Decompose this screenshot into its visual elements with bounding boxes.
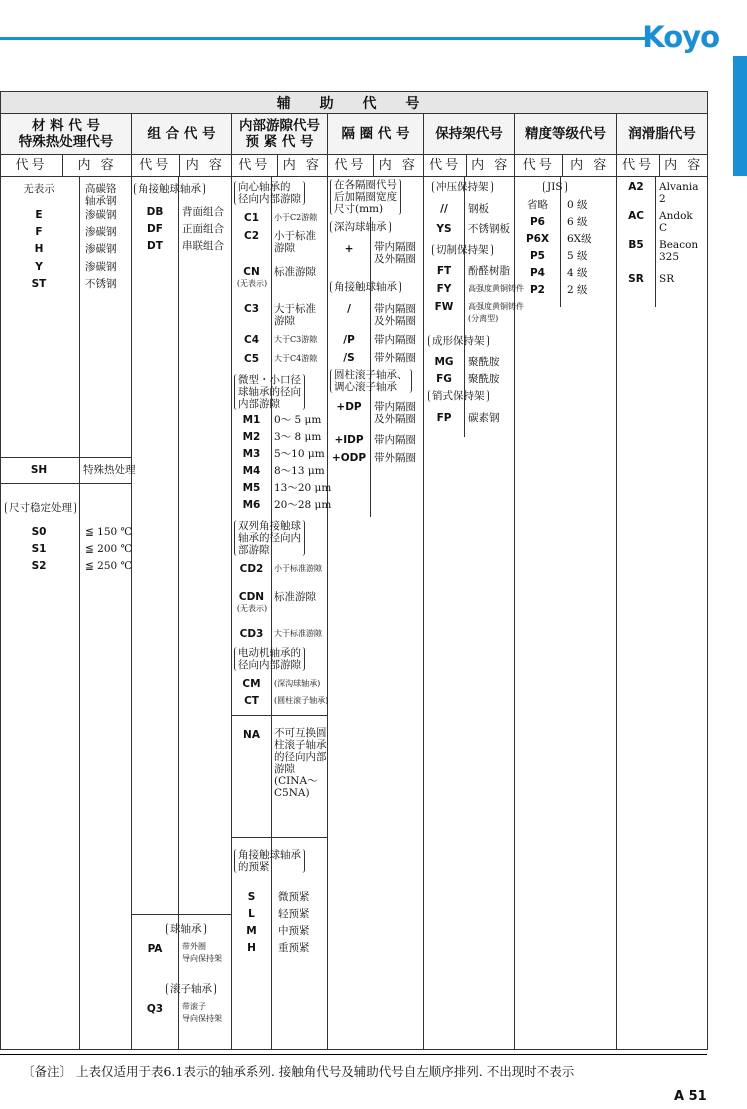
roller-group-label: 滚子轴承 xyxy=(166,983,216,995)
stab-content: ≦ 200 ℃ xyxy=(85,543,133,555)
cage-code: MG xyxy=(434,356,454,368)
material-code: SH xyxy=(30,464,48,476)
combination-code: Q3 xyxy=(146,1003,164,1015)
row-divider xyxy=(232,837,327,838)
sub-header-code: 代号 xyxy=(132,155,180,176)
cage-code: FY xyxy=(436,283,452,295)
clearance-code: M2 xyxy=(242,431,261,443)
row-divider xyxy=(232,715,327,716)
material-code: ST xyxy=(31,278,47,290)
preload-content: 中预紧 xyxy=(278,925,310,937)
clearance-code: CDN xyxy=(238,591,265,603)
combination-content: 串联组合 xyxy=(182,240,224,252)
clearance-code: C3 xyxy=(243,303,259,315)
clearance-content: 8～13 μm xyxy=(274,465,325,477)
material-code: F xyxy=(35,226,43,238)
spacer-code: +IDP xyxy=(334,434,364,446)
preload-code: L xyxy=(248,908,255,920)
grease-content: SR xyxy=(659,273,675,285)
mini-group-label: 微型・小口径 球轴承的径向 内部游隙 xyxy=(234,374,305,410)
combination-content: 带滚子 导向保持架 xyxy=(182,1002,222,1023)
sub-header-code: 代号 xyxy=(232,155,278,176)
precision-code: 省略 xyxy=(527,199,548,211)
sub-header xyxy=(424,155,515,177)
col-header-cage: 保持架代号 xyxy=(424,114,515,155)
table-title: 辅 助 代 号 xyxy=(1,92,708,114)
clearance-code: M5 xyxy=(242,482,261,494)
column-divider xyxy=(560,177,561,307)
stab-code: S0 xyxy=(31,526,47,538)
clearance-content: 5～10 μm xyxy=(274,448,325,460)
clearance-code: CD2 xyxy=(239,563,264,575)
combination-content: 带外圈 导向保持架 xyxy=(182,942,222,963)
combination-code: DB xyxy=(146,206,164,218)
clearance-content: 20～28 μm xyxy=(274,499,332,511)
material-content: 特殊热处理 xyxy=(83,464,136,476)
sub-header xyxy=(132,155,232,177)
page-number: A 51 xyxy=(674,1089,707,1104)
spacer-content: 带外隔圈 xyxy=(374,452,416,464)
cage-code: FW xyxy=(434,301,454,313)
col-material xyxy=(1,177,136,1050)
preload-code: M xyxy=(246,925,257,937)
clearance-code-note: (无表示) xyxy=(236,604,268,613)
preload-content: 重预紧 xyxy=(278,942,310,954)
precision-content: 0 级 xyxy=(567,199,588,211)
clearance-code: CD3 xyxy=(239,628,264,640)
preload-code: S xyxy=(247,891,256,903)
precision-code: P6X xyxy=(525,233,550,245)
side-tab-marker xyxy=(733,56,747,176)
precision-code: P2 xyxy=(529,284,545,296)
sub-header-content: 内 容 xyxy=(570,158,610,173)
cage-content: 聚酰胺 xyxy=(468,373,500,385)
sub-header xyxy=(232,155,328,177)
sub-header-content: 内 容 xyxy=(185,158,225,173)
precision-code: P6 xyxy=(529,216,545,228)
clearance-code: M1 xyxy=(242,414,261,426)
preload-content: 轻预紧 xyxy=(278,908,310,920)
clearance-content: 标准游隙 xyxy=(274,591,316,603)
grease-code: A2 xyxy=(628,181,644,193)
sub-header xyxy=(1,155,132,177)
stab-content: ≦ 250 ℃ xyxy=(85,560,133,572)
header-rule xyxy=(0,37,650,40)
clearance-content: 大于C4游隙 xyxy=(274,354,318,363)
cyl-group-label: 圆柱滚子轴承、 调心滚子轴承 xyxy=(330,369,412,393)
column-divider xyxy=(370,217,371,517)
sub-header-code: 代号 xyxy=(515,155,563,176)
clearance-code: CM xyxy=(242,678,261,690)
row-divider xyxy=(1,483,131,484)
material-content: 渗碳钢 xyxy=(85,226,117,238)
clearance-code-note: (无表示) xyxy=(236,279,268,288)
cage-content: 聚酰胺 xyxy=(468,356,500,368)
sub-header-content: 内 容 xyxy=(471,158,511,173)
col-precision xyxy=(515,177,617,1050)
cage-code: FG xyxy=(436,373,452,385)
spacer-code: +ODP xyxy=(331,452,367,464)
clearance-code: CT xyxy=(244,695,259,707)
col-header-combination: 组 合 代 号 xyxy=(132,114,232,155)
sub-header-content: 内 容 xyxy=(77,158,117,173)
motor-group-label: 电动机轴承的 径向内部游隙 xyxy=(234,647,305,671)
precision-code: P5 xyxy=(529,250,545,262)
clearance-code: C2 xyxy=(243,230,259,242)
sub-header-content: 内 容 xyxy=(282,158,322,173)
angular-group-label: 角接触球轴承 xyxy=(330,281,401,293)
clearance-content: 标准游隙 xyxy=(274,266,316,278)
col-grease xyxy=(617,177,708,1050)
clearance-code: C1 xyxy=(243,212,259,224)
clearance-content: 0～ 5 μm xyxy=(274,414,322,426)
clearance-code: NA xyxy=(243,729,260,741)
stab-code: S1 xyxy=(31,543,47,555)
material-content: 不锈钢 xyxy=(85,278,117,290)
stab-group-label: 尺寸稳定处理 xyxy=(5,502,76,514)
col-header-material: 材 料 代 号 特殊热处理代号 xyxy=(1,114,132,155)
sub-header xyxy=(617,155,708,177)
clearance-content: 13～20 μm xyxy=(274,482,332,494)
sub-header-code: 代号 xyxy=(1,155,63,176)
material-code: E xyxy=(35,209,43,221)
sub-header-code: 代号 xyxy=(328,155,374,176)
row-divider xyxy=(1,457,131,458)
sub-header-code: 代号 xyxy=(424,155,467,176)
clearance-code: CN xyxy=(243,266,260,278)
col-clearance xyxy=(232,177,332,1050)
precision-content: 4 级 xyxy=(567,267,588,279)
press-group-label: 冲压保持架 xyxy=(432,181,493,193)
clearance-content: 3～ 8 μm xyxy=(274,431,322,443)
material-content: 高碳铬 轴承钢 xyxy=(85,183,117,207)
sub-header xyxy=(515,155,617,177)
sub-header-content: 内 容 xyxy=(664,158,704,173)
combination-code: DT xyxy=(147,240,163,252)
column-divider xyxy=(79,177,80,1049)
clearance-content: 小于标准游隙 xyxy=(274,564,322,573)
footnote: 〔备注〕 上表仅适用于表6.1表示的轴承系列. 接触角代号及辅助代号自左顺序排列. 不出现时不表示 xyxy=(22,1064,575,1079)
precision-content: 6 级 xyxy=(567,216,588,228)
combination-group-label: 角接触球轴承 xyxy=(134,183,205,195)
col-header-clearance: 内部游隙代号 预 紧 代 号 xyxy=(232,114,328,155)
spacer-content: 带内隔圈 xyxy=(374,434,416,446)
cage-code: // xyxy=(440,203,448,215)
grease-content: Andok C xyxy=(659,210,693,234)
column-divider xyxy=(655,177,656,307)
cut-group-label: 切制保持架 xyxy=(432,244,493,256)
col-header-grease: 润滑脂代号 xyxy=(617,114,708,155)
spacer-content: 带内隔圈 及外隔圈 xyxy=(374,303,416,327)
preload-group-label: 角接触球轴承 的预紧 xyxy=(234,849,305,873)
cage-code: FT xyxy=(436,265,452,277)
pin-group-label: 销式保持架 xyxy=(428,390,489,402)
combination-content: 正面组合 xyxy=(182,223,224,235)
jis-group-label: JIS xyxy=(543,181,567,193)
clearance-code: C5 xyxy=(243,353,259,365)
col-combination xyxy=(132,177,232,1050)
preload-code: H xyxy=(247,942,256,954)
material-code: H xyxy=(34,243,44,255)
col-cage xyxy=(424,177,524,1050)
combination-content: 背面组合 xyxy=(182,206,224,218)
grease-code: B5 xyxy=(628,239,644,251)
spacer-content: 带外隔圈 xyxy=(374,352,416,364)
clearance-code: M4 xyxy=(242,465,261,477)
clearance-content: 不可互换圆 柱滚子轴承 的径向内部 游隙 (CINA～ C5NA) xyxy=(274,727,327,799)
spacer-code: /P xyxy=(343,334,355,346)
clearance-content: 小于C2游隙 xyxy=(274,213,318,222)
clearance-code: M3 xyxy=(242,448,261,460)
clearance-code: M6 xyxy=(242,499,261,511)
sub-header-code: 代号 xyxy=(617,155,660,176)
radial-group-label: 向心轴承的 径向内部游隙 xyxy=(234,181,305,205)
spacer-content: 带内隔圈 xyxy=(374,334,416,346)
material-content: 渗碳钢 xyxy=(85,243,117,255)
clearance-content: 大于标准 游隙 xyxy=(274,303,316,327)
clearance-content: 小于标准 游隙 xyxy=(274,230,316,254)
combination-code: DF xyxy=(147,223,163,235)
material-content: 渗碳钢 xyxy=(85,209,117,221)
clearance-content: (圆柱滚子轴承) xyxy=(274,696,329,705)
clearance-content: (深沟球轴承) xyxy=(274,679,321,688)
cage-code: YS xyxy=(436,223,452,235)
stab-content: ≦ 150 ℃ xyxy=(85,526,133,538)
material-code: Y xyxy=(35,261,43,273)
sub-header xyxy=(328,155,424,177)
spacer-code: / xyxy=(347,303,351,315)
grease-code: SR xyxy=(628,273,644,285)
clearance-content: 大于标准游隙 xyxy=(274,629,322,638)
column-divider xyxy=(178,177,179,1049)
spacer-content: 带内隔圈 及外隔圈 xyxy=(374,401,416,425)
deep-group-label: 深沟球轴承 xyxy=(330,221,391,233)
grease-content: Beacon 325 xyxy=(659,239,699,263)
auxiliary-code-table xyxy=(0,91,708,1050)
material-code: 无表示 xyxy=(23,183,55,195)
footer-rule xyxy=(0,1054,707,1055)
stab-code: S2 xyxy=(31,560,47,572)
spacer-note: 在各隔圈代号 后加隔圈宽度 尺寸(mm) xyxy=(330,179,401,215)
spacer-code: + xyxy=(344,243,354,255)
preload-content: 微预紧 xyxy=(278,891,310,903)
row-divider xyxy=(132,914,231,915)
cage-content: 高强度黄铜铸件 (分离型) xyxy=(468,302,524,323)
col-header-precision: 精度等级代号 xyxy=(515,114,617,155)
col-header-spacer: 隔 圈 代 号 xyxy=(328,114,424,155)
precision-content: 5 级 xyxy=(567,250,588,262)
clearance-code: C4 xyxy=(243,334,259,346)
sub-header-content: 内 容 xyxy=(378,158,418,173)
precision-content: 6X级 xyxy=(567,233,592,245)
spacer-code: /S xyxy=(343,352,355,364)
material-content: 渗碳钢 xyxy=(85,261,117,273)
col-spacer xyxy=(328,177,424,1050)
cage-content: 钢板 xyxy=(468,203,489,215)
cage-content: 碳素钢 xyxy=(468,412,500,424)
precision-code: P4 xyxy=(529,267,545,279)
clearance-content: 大于C3游隙 xyxy=(274,335,318,344)
ball-group-label: 球轴承 xyxy=(166,923,206,935)
cage-content: 酚醛树脂 xyxy=(468,265,510,277)
cage-content: 不锈钢板 xyxy=(468,223,510,235)
spacer-code: +DP xyxy=(336,401,362,413)
grease-code: AC xyxy=(628,210,644,222)
spacer-content: 带内隔圈 及外隔圈 xyxy=(374,241,416,265)
cage-content: 高强度黄铜铸件 xyxy=(468,284,524,293)
combination-code: PA xyxy=(147,943,163,955)
double-group-label: 双列角接触球 轴承的径向内 部游隙 xyxy=(234,520,305,556)
mold-group-label: 成形保持架 xyxy=(428,335,489,347)
grease-content: Alvania 2 xyxy=(659,181,699,205)
cage-code: FP xyxy=(436,412,452,424)
precision-content: 2 级 xyxy=(567,284,588,296)
koyo-logo: Koyo xyxy=(642,20,719,54)
